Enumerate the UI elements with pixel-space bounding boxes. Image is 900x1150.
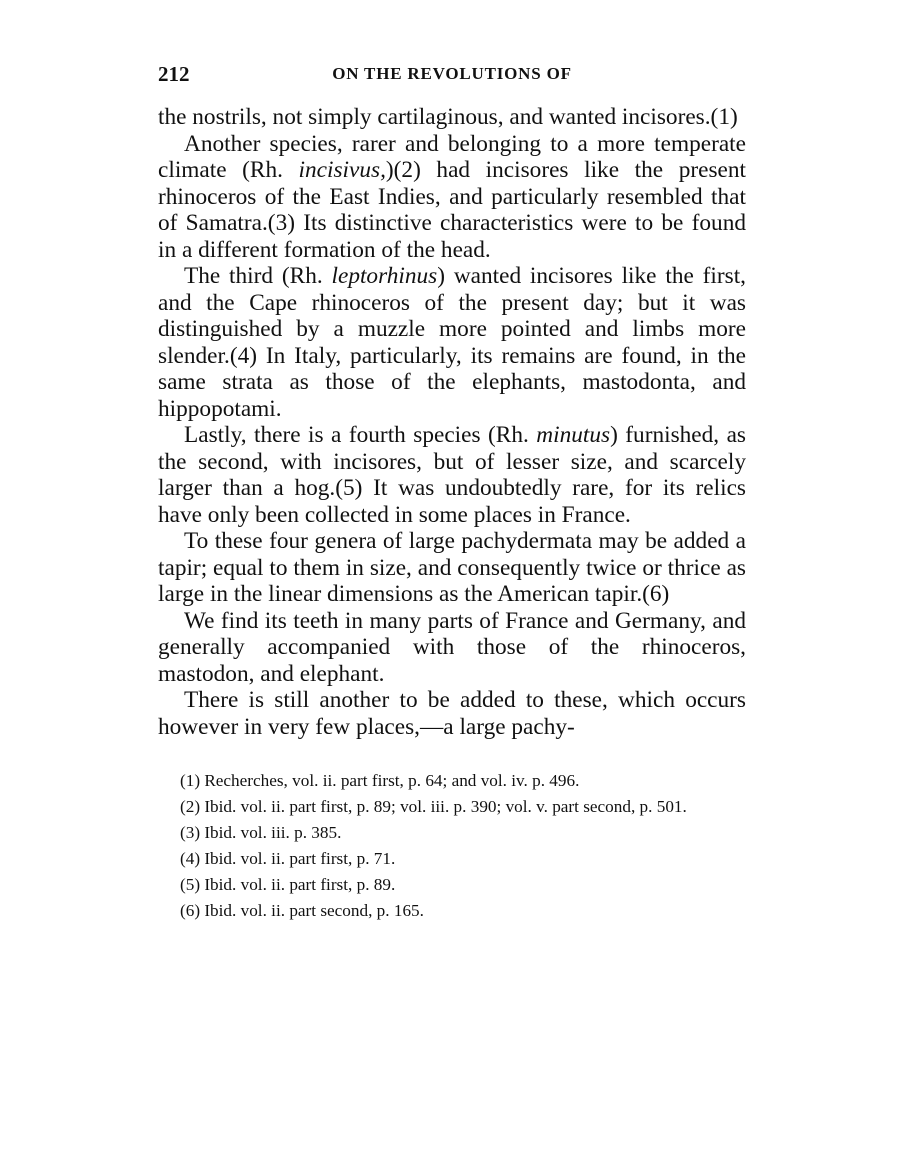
footnotes (158, 770, 746, 921)
page-number: 212 (158, 62, 190, 86)
paragraph (158, 422, 746, 528)
paragraph-text: ) furnished, as the second, with incisores, but of lesser size, and scarcely larger than a hog.(5) It was undoubtedly rare, for its relics have only been collected in some places in France. (158, 422, 746, 528)
footnote: (3) Ibid. vol. iii. p. 385. (180, 823, 342, 842)
paragraph (158, 131, 746, 264)
paragraph (158, 528, 746, 608)
book-page (158, 58, 746, 926)
paragraph-text: the nostrils, not simply cartilaginous, and wanted incisores.(1) (158, 104, 738, 130)
paragraph-text: Another species, rarer and belonging to a more temperate climate (Rh. (158, 130, 746, 183)
species-name-italic: incisivus, (298, 157, 386, 183)
paragraph-text: To these four genera of large pachydermata may be added a tapir; equal to them in size, and consequently twice or thrice as large in the linear dimensions as the American tapir.(6) (158, 528, 746, 607)
paragraph-continuation (158, 104, 746, 131)
species-name-italic: minutus (536, 422, 611, 448)
paragraph (158, 687, 746, 740)
paragraph-text: ) wanted incisores like the first, and the Cape rhinoceros of the present day; but it was distinguished by a muzzle more pointed and limbs more slender.(4) In Italy, particularly, its remains are found, in the same strata as those of the elephants, mastodonta, and hippopotami. (158, 263, 746, 422)
paragraph-text: Lastly, there is a fourth species (Rh. (184, 422, 537, 448)
body-text (158, 104, 746, 740)
paragraph-text: The third (Rh. (184, 263, 332, 289)
species-name-italic: leptorhinus (331, 263, 438, 289)
footnote: (2) Ibid. vol. ii. part first, p. 89; vol. iii. p. 390; vol. v. part second, p. 501. (180, 797, 687, 816)
paragraph-text: )(2) had incisores like the present rhinoceros of the East Indies, and particularly resembled that of Samatra.(3) Its distinctive characteristics were to be found in a different formation of the head. (158, 157, 746, 263)
running-head (158, 58, 746, 92)
footnote: (4) Ibid. vol. ii. part first, p. 71. (180, 849, 396, 868)
paragraph (158, 608, 746, 688)
footnote: (5) Ibid. vol. ii. part first, p. 89. (180, 875, 396, 894)
footnote: (6) Ibid. vol. ii. part second, p. 165. (180, 901, 424, 920)
paragraph (158, 263, 746, 422)
paragraph-text: We find its teeth in many parts of France and Germany, and generally accompanied with those of the rhinoceros, mastodon, and elephant. (158, 607, 746, 687)
footnote: (1) Recherches, vol. ii. part first, p. 64; and vol. iv. p. 496. (180, 771, 580, 790)
running-title: ON THE REVOLUTIONS OF (332, 64, 572, 83)
paragraph-text: There is still another to be added to these, which occurs however in very few places,—a large pachy- (158, 687, 746, 740)
